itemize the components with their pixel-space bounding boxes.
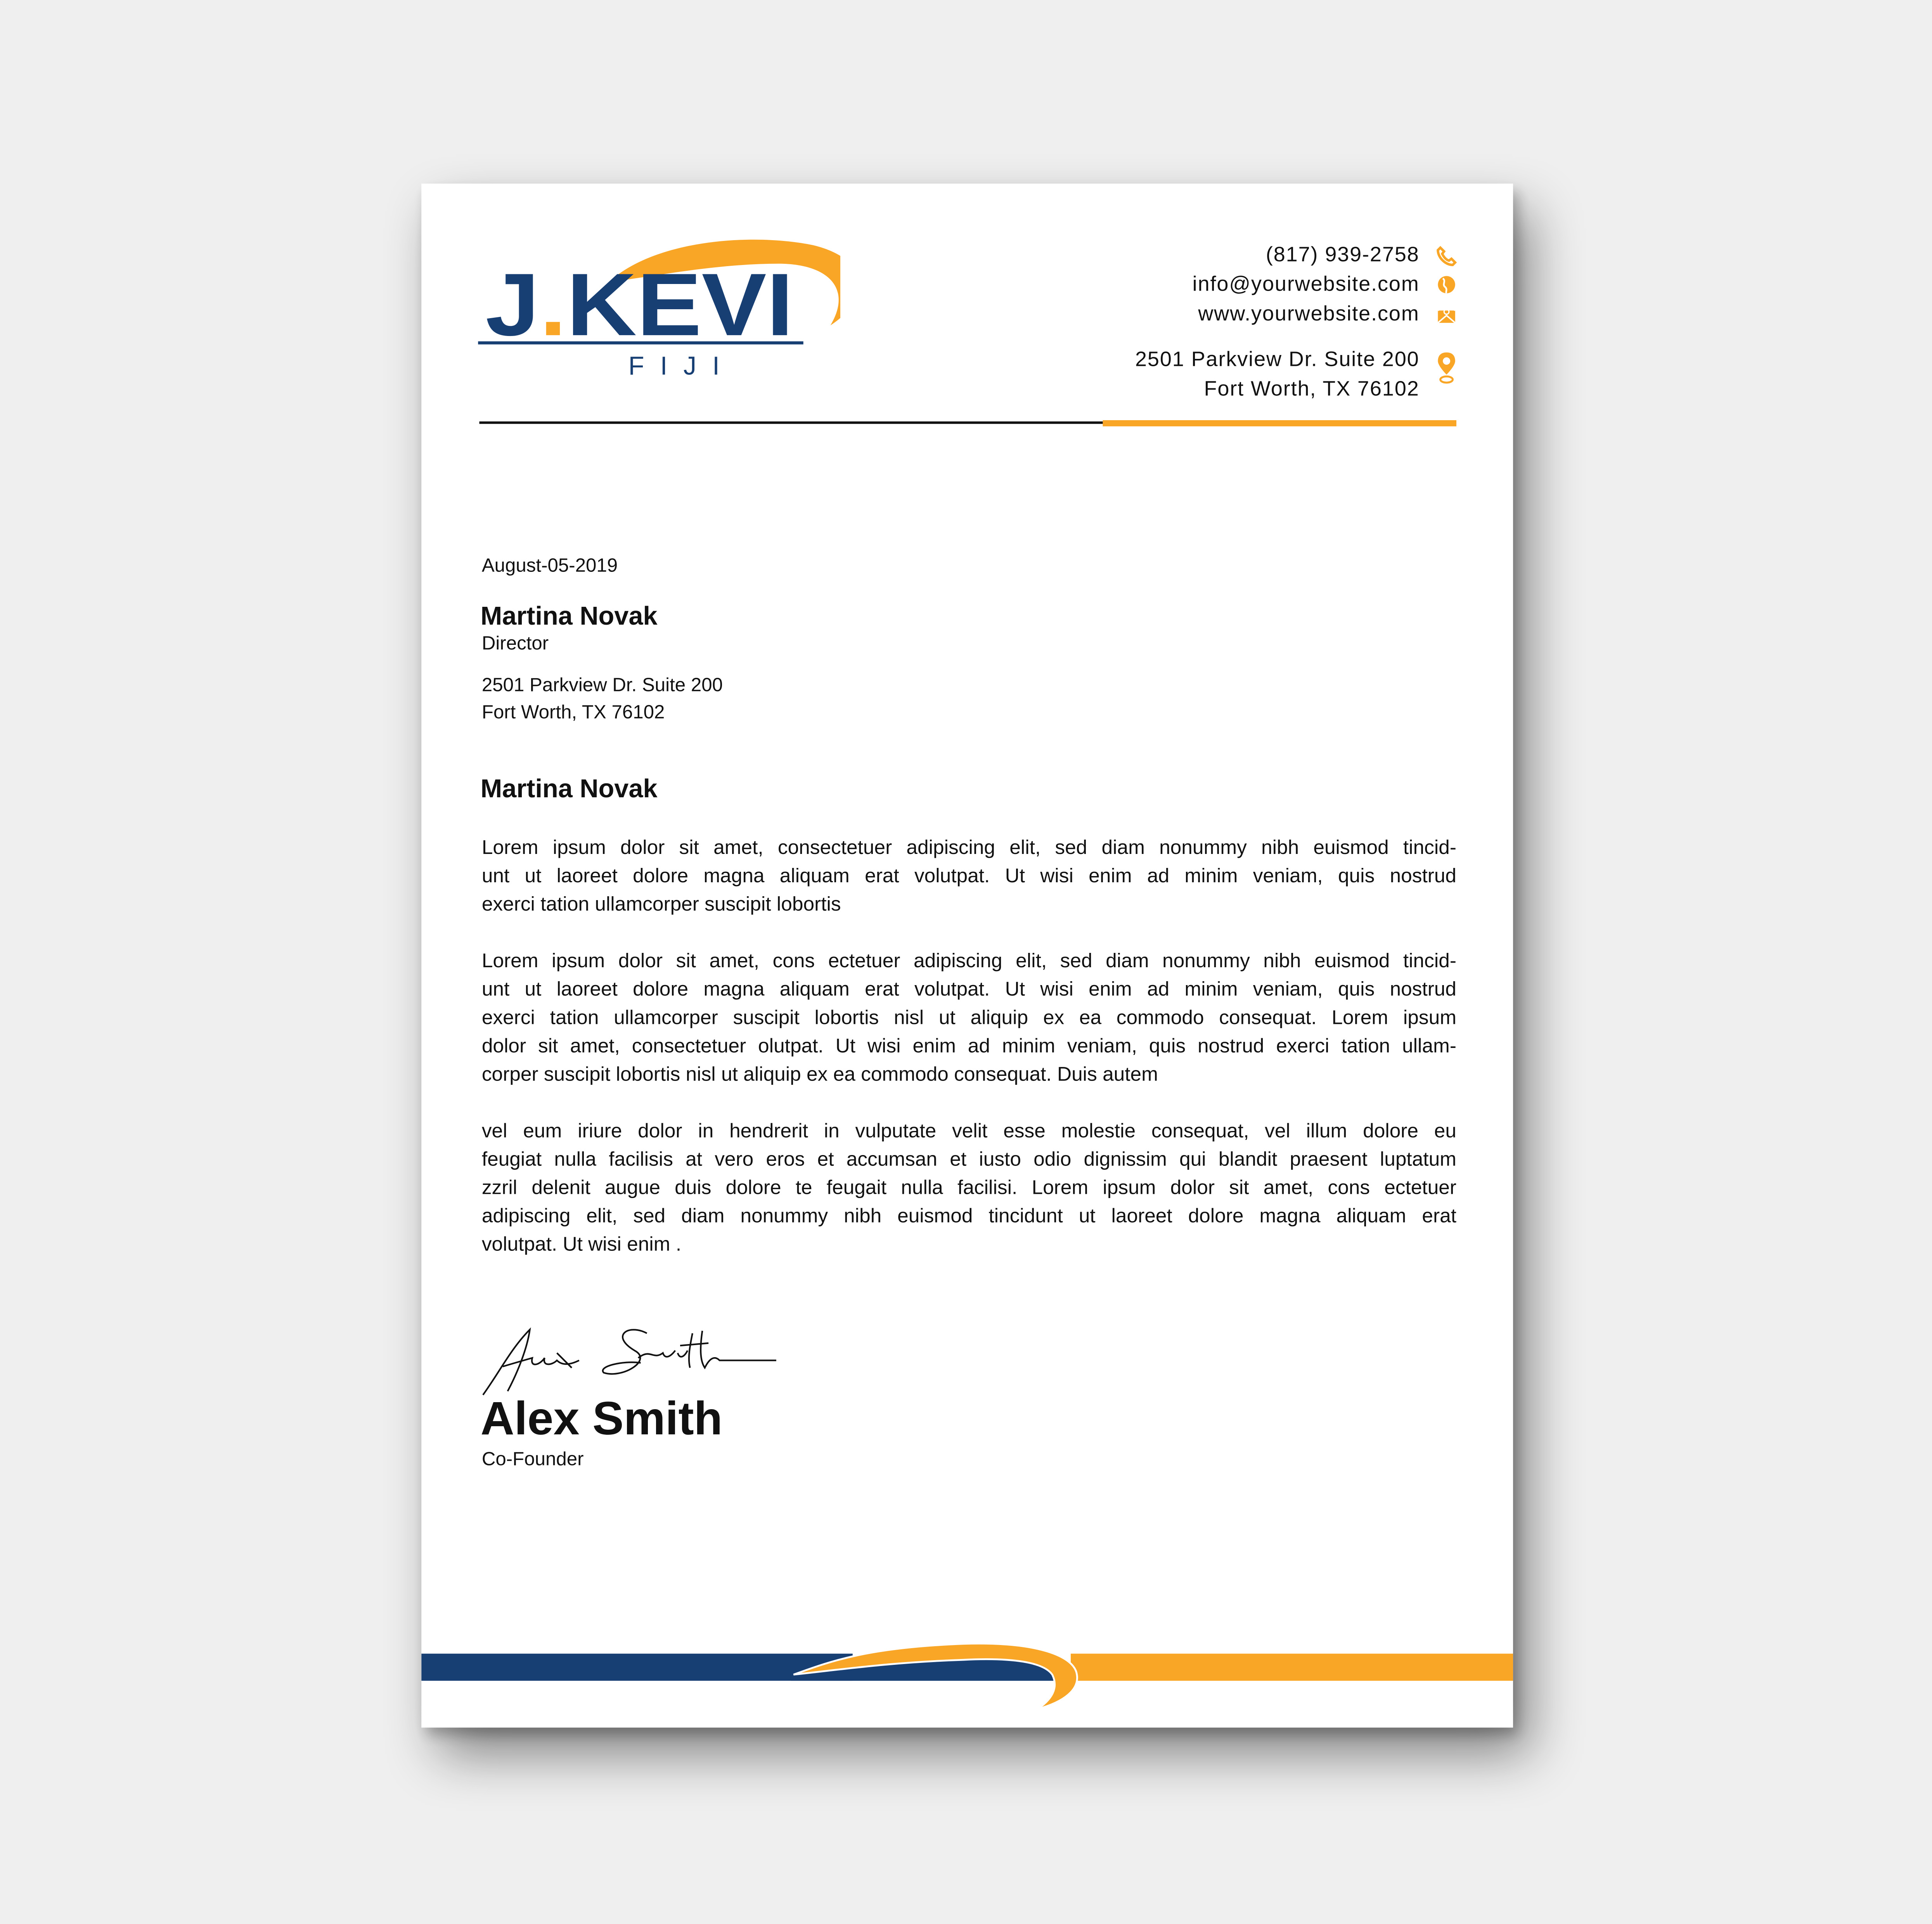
paragraph-line: Lorem ipsum dolor sit amet, consectetuer adipiscing elit, sed diam nonummy nibh euismod tincid- xyxy=(481,836,1457,859)
sender-name: Alex Smith xyxy=(480,1394,723,1446)
contact-email[interactable]: info@yourwebsite.com xyxy=(1192,272,1420,296)
envelope-icon xyxy=(1435,303,1458,325)
salutation: Martina Novak xyxy=(480,775,658,804)
paragraph-line: adipiscing elit, sed diam nonummy nibh euismod tincidunt ut laoreet dolore magna aliquam erat xyxy=(481,1205,1457,1228)
paragraph-2 xyxy=(482,947,1456,1089)
contact-phone[interactable]: (817) 939-2758 xyxy=(1265,242,1420,267)
paragraph-line: Lorem ipsum dolor sit amet, cons ectetuer adipiscing elit, sed diam nonummy nibh euismod tincid- xyxy=(481,950,1457,972)
header-accent-bar xyxy=(1103,420,1457,426)
globe-icon xyxy=(1435,274,1458,296)
recipient-address-line1: 2501 Parkview Dr. Suite 200 xyxy=(481,675,723,696)
recipient-address-line2: Fort Worth, TX 76102 xyxy=(481,702,665,724)
paragraph-line: volutpat. Ut wisi enim . xyxy=(481,1233,682,1256)
header-rule xyxy=(479,421,1103,424)
logo-underline xyxy=(478,341,803,345)
paragraph-line: zzril delenit augue duis dolore te feugait nulla facilisi. Lorem ipsum dolor sit amet, cons ectetuer xyxy=(481,1177,1457,1199)
paragraph-line: dolor sit amet, consectetuer olutpat. Ut wisi enim ad minim veniam, quis nostrud exerci tation ullam- xyxy=(481,1035,1457,1058)
paragraph-line: feugiat nulla facilisis at vero eros et accumsan et iusto odio dignissim qui blandit praesent luptatum xyxy=(481,1148,1457,1171)
phone-icon xyxy=(1435,245,1458,267)
footer-band xyxy=(421,1638,1513,1712)
recipient-title: Director xyxy=(481,633,549,655)
recipient-name: Martina Novak xyxy=(480,603,658,631)
paragraph-line: exerci tation ullamcorper suscipit lobortis nisl ut aliquip ex ea commodo consequat. Lorem ipsum xyxy=(481,1006,1457,1029)
contact-address-line2: Fort Worth, TX 76102 xyxy=(1204,377,1420,401)
paragraph-line: corper suscipit lobortis nisl ut aliquip ex ea commodo consequat. Duis autem xyxy=(481,1063,1158,1086)
letter-date: August-05-2019 xyxy=(481,556,618,577)
company-logo xyxy=(471,233,840,393)
paragraph-line: unt ut laoreet dolore magna aliquam erat volutpat. Ut wisi enim ad minim veniam, quis nostrud xyxy=(481,978,1457,1001)
footer-navy-bar xyxy=(421,1654,853,1681)
letterhead-page xyxy=(421,184,1513,1728)
paragraph-line: exerci tation ullamcorper suscipit lobortis xyxy=(481,893,841,916)
logo-subtitle: FIJI xyxy=(628,352,736,381)
sender-title: Co-Founder xyxy=(481,1449,584,1470)
paragraph-3 xyxy=(482,1118,1456,1259)
footer-orange-bar xyxy=(1071,1654,1513,1681)
paragraph-line: unt ut laoreet dolore magna aliquam erat volutpat. Ut wisi enim ad minim veniam, quis nostrud xyxy=(481,865,1457,887)
paragraph-line: vel eum iriure dolor in hendrerit in vulputate velit esse molestie consequat, vel illum dolore eu xyxy=(481,1120,1457,1143)
contact-address-line1: 2501 Parkview Dr. Suite 200 xyxy=(1135,347,1420,371)
logo-wordmark: J .KEVI xyxy=(485,255,774,354)
letter-body xyxy=(482,834,1456,1288)
paragraph-1 xyxy=(482,834,1456,919)
contact-website[interactable]: www.yourwebsite.com xyxy=(1198,302,1420,326)
location-pin-icon xyxy=(1435,350,1458,384)
signature-image xyxy=(481,1323,782,1398)
